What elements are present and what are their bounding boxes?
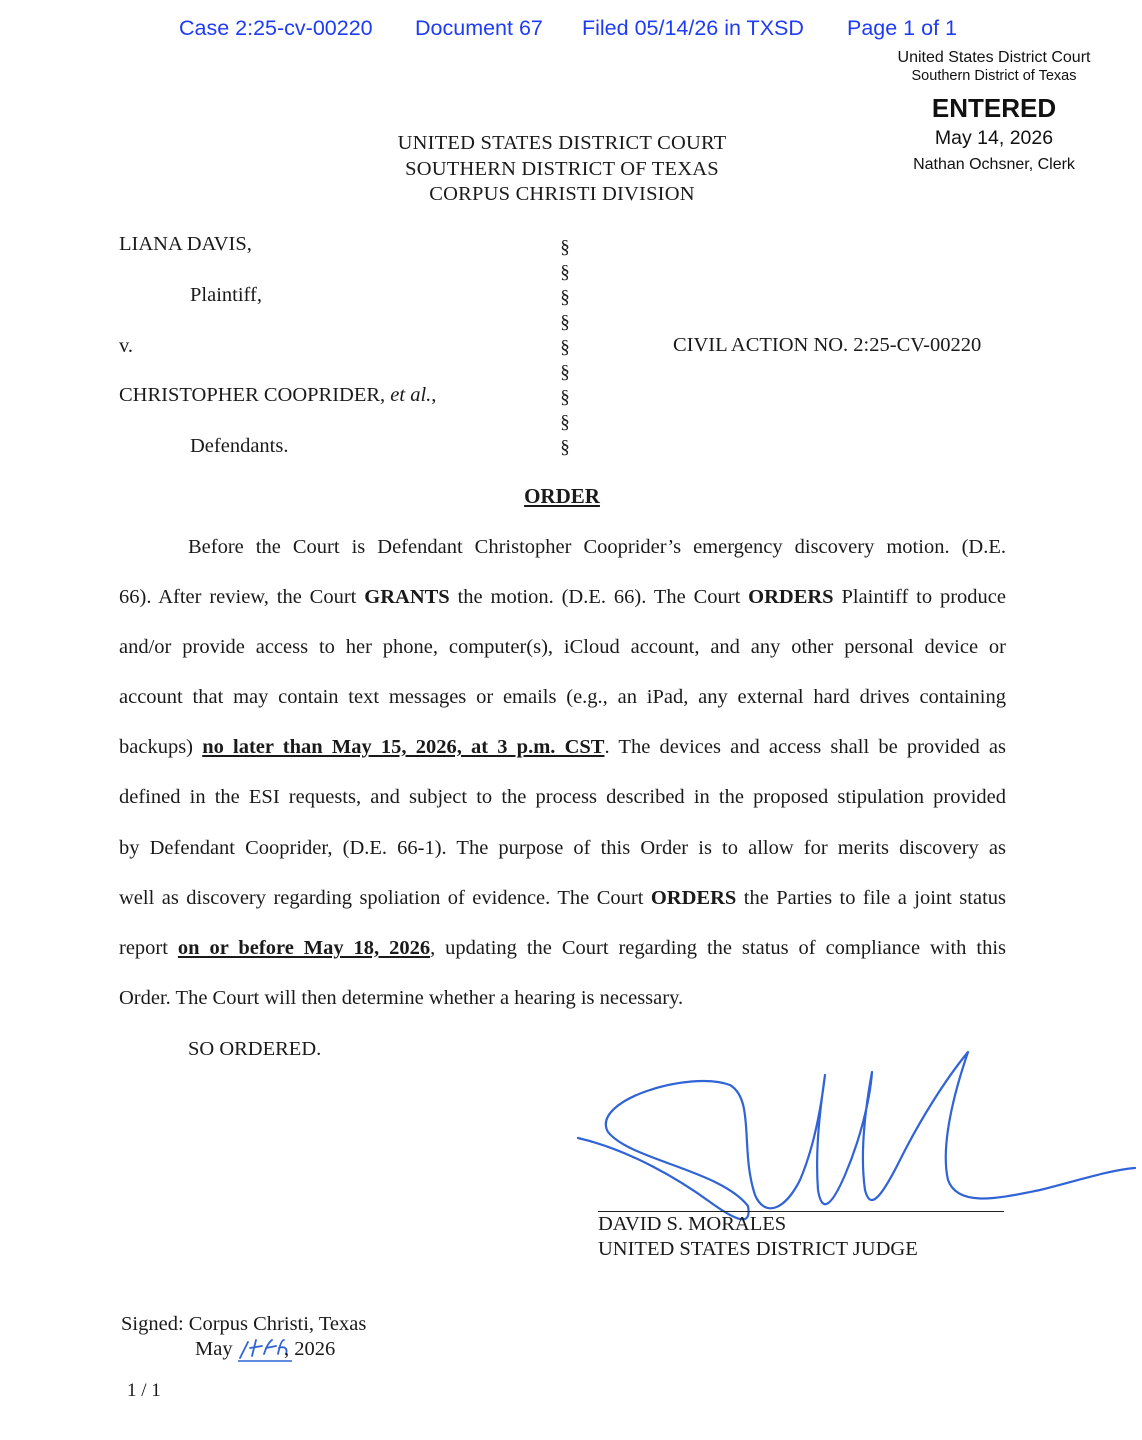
signed-month: May bbox=[195, 1338, 233, 1360]
stamp-date: May 14, 2026 bbox=[934, 127, 1054, 149]
plaintiff-name: LIANA DAVIS, bbox=[119, 233, 252, 255]
court-division: CORPUS CHRISTI DIVISION bbox=[429, 183, 695, 205]
so-ordered: SO ORDERED. bbox=[188, 1038, 322, 1060]
court-heading bbox=[300, 131, 824, 208]
section-symbol: § bbox=[560, 437, 570, 458]
page-number: 1 / 1 bbox=[127, 1380, 161, 1401]
order-text: , updating the Court regarding the status of compliance with this bbox=[430, 937, 1006, 959]
order-line bbox=[119, 736, 1006, 759]
order-line bbox=[119, 937, 1006, 960]
stamp-clerk: Nathan Ochsner, Clerk bbox=[913, 156, 1075, 173]
order-line bbox=[119, 887, 1006, 910]
order-line: Before the Court is Defendant Christopher Cooprider’s emergency discovery motion. (D.E. bbox=[188, 536, 1006, 558]
section-symbol: § bbox=[560, 312, 570, 333]
section-symbol: § bbox=[560, 387, 570, 408]
section-symbol: § bbox=[560, 362, 570, 383]
court-name: UNITED STATES DISTRICT COURT bbox=[397, 132, 727, 154]
signature-line bbox=[598, 1211, 1004, 1212]
header-filed-date: Filed 05/14/26 in TXSD bbox=[582, 16, 804, 40]
defendant-name-comma: , bbox=[431, 384, 437, 406]
order-emphasis: ORDERS bbox=[650, 887, 737, 909]
order-text: the motion. (D.E. 66). The Court bbox=[449, 586, 749, 608]
order-line bbox=[119, 586, 1006, 609]
defendant-name bbox=[119, 384, 436, 407]
signed-location: Signed: Corpus Christi, Texas bbox=[121, 1313, 367, 1335]
order-text: the Parties to file a joint status bbox=[736, 887, 1006, 909]
section-symbol: § bbox=[560, 237, 570, 258]
et-al: et al. bbox=[390, 384, 432, 406]
order-emphasis: ORDERS bbox=[748, 586, 834, 608]
order-text: Plaintiff to produce bbox=[833, 586, 1006, 608]
order-line: and/or provide access to her phone, computer(s), iCloud account, and any other personal device or bbox=[119, 636, 1006, 658]
defendant-role: Defendants. bbox=[190, 435, 289, 457]
stamp-court: United States District Court bbox=[897, 49, 1091, 66]
plaintiff-role: Plaintiff, bbox=[190, 284, 262, 306]
header-page-count: Page 1 of 1 bbox=[847, 16, 957, 40]
order-line: account that may contain text messages or emails (e.g., an iPad, any external hard drives containing bbox=[119, 686, 1006, 708]
defendant-name-text: CHRISTOPHER COOPRIDER, bbox=[119, 384, 386, 406]
judge-name: DAVID S. MORALES bbox=[598, 1213, 787, 1235]
signed-year: , 2026 bbox=[284, 1338, 336, 1360]
order-line: by Defendant Cooprider, (D.E. 66-1). The purpose of this Order is to allow for merits discovery as bbox=[119, 837, 1006, 859]
header-document-number: Document 67 bbox=[415, 16, 543, 40]
section-symbol: § bbox=[560, 287, 570, 308]
stamp-status: ENTERED bbox=[931, 93, 1057, 123]
judge-signature bbox=[570, 1040, 1142, 1240]
stamp-district: Southern District of Texas bbox=[911, 68, 1077, 84]
order-title: ORDER bbox=[524, 484, 600, 508]
versus-label: v. bbox=[119, 335, 134, 357]
order-text: backups) bbox=[119, 736, 203, 758]
order-emphasis: GRANTS bbox=[364, 586, 450, 608]
order-text: . The devices and access shall be provided as bbox=[604, 736, 1006, 758]
deadline-production: no later than May 15, 2026, at 3 p.m. CST bbox=[202, 736, 605, 758]
order-text: 66). After review, the Court bbox=[119, 586, 365, 608]
section-symbol: § bbox=[560, 337, 570, 358]
section-symbol: § bbox=[560, 262, 570, 283]
header-case-number: Case 2:25-cv-00220 bbox=[179, 16, 373, 40]
court-district: SOUTHERN DISTRICT OF TEXAS bbox=[405, 157, 719, 180]
order-line: Order. The Court will then determine whether a hearing is necessary. bbox=[119, 987, 684, 1009]
section-symbol: § bbox=[560, 412, 570, 433]
deadline-status-report: on or before May 18, 2026 bbox=[177, 937, 431, 959]
order-line: defined in the ESI requests, and subject to the process described in the proposed stipulation provided bbox=[119, 786, 1006, 808]
judge-title: UNITED STATES DISTRICT JUDGE bbox=[598, 1238, 918, 1260]
entered-stamp bbox=[860, 48, 1128, 179]
order-text: well as discovery regarding spoliation of evidence. The Court bbox=[119, 887, 651, 909]
order-text: report bbox=[119, 937, 178, 959]
civil-action-number: CIVIL ACTION NO. 2:25-CV-00220 bbox=[673, 334, 982, 356]
ecf-header bbox=[0, 16, 1142, 46]
